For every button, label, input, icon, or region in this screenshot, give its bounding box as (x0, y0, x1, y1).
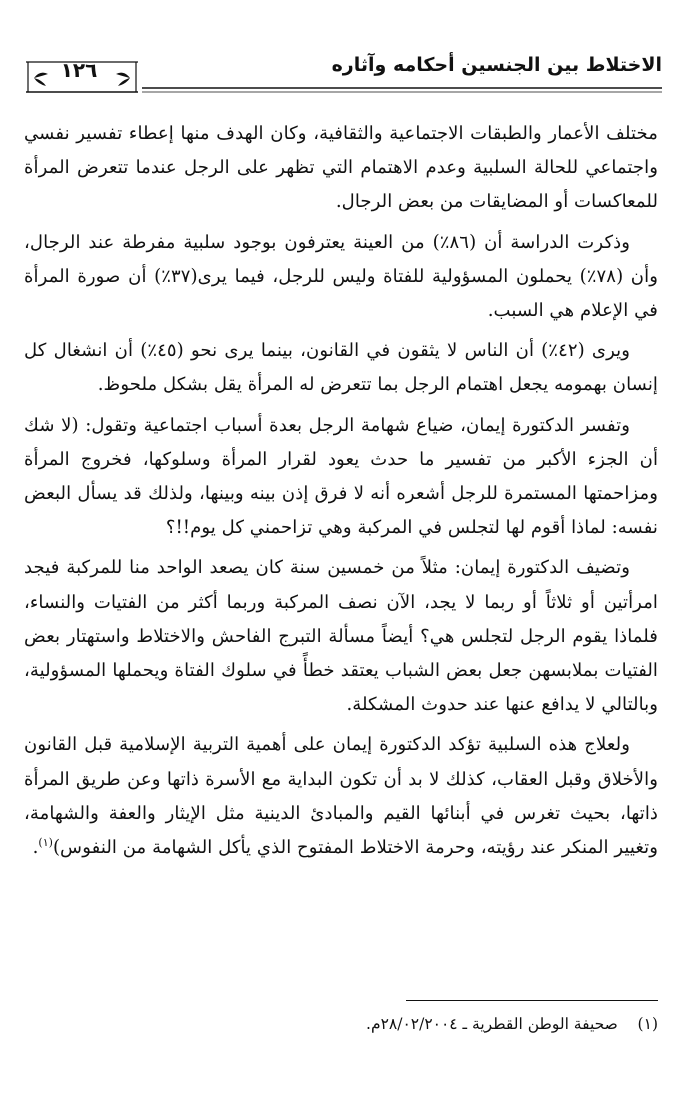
paragraph: مختلف الأعمار والطبقات الاجتماعية والثقافية، وكان الهدف منها إعطاء تفسير نفسي واجتماعي للحالة السلبية وعدم الاهتمام التي تظهر على الرجل عندما تتعرض المرأة للمعاكسات أو المضايقات من بعض الرجال. (24, 123, 658, 213)
footnote-text: صحيفة الوطن القطرية ـ ٢٨/٠٢/٢٠٠٤م. (366, 1015, 618, 1033)
page-number-box (20, 56, 138, 88)
paragraph-text: ولعلاج هذه السلبية تؤكد الدكتورة إيمان على أهمية التربية الإسلامية قبل القانون والأخلاق وقبل العقاب، كذلك لا بد أن تكون البداية مع الأسرة ذاتها وعن طريق المرأة ذاتها، بحيث تغرس في أبنائها القيم والمبادئ الدينية مثل الإيثار والعفة والشهامة، وتغيير المنكر عند رؤيته، وحرمة الاختلاط المفتوح الذي يأكل الشهامة من النفوس) (24, 734, 658, 859)
paragraph: وتضيف الدكتورة إيمان: مثلاً من خمسين سنة كان يصعد الواحد منا للمركبة فيجد امرأتين أو ثلاثاً أو ربما لا يجد، الآن نصف المركبة وربما أكثر من الفتيات والنساء، فلماذا يقوم الرجل لتجلس هي؟ أيضاً مسألة التبرج الفاحش والاختلاط واستهتار بعض الفتيات بملابسهن جعل بعض الشباب يعتقد خطأً في سلوك الفتاة ويحملها المسؤولية، وبالتالي لا يدافع عنها عند حدوث المشكلة. (24, 557, 658, 716)
body-text (24, 117, 658, 871)
paragraph: ويرى (٤٢٪) أن الناس لا يثقون في القانون، بينما يرى نحو (٤٥٪) أن انشغال كل إنسان بهمومه يجعل اهتمام الرجل بما تتعرض له المرأة يقل بشكل ملحوظ. (24, 340, 658, 396)
page-number: ١٢٦ (60, 58, 98, 82)
running-header (20, 48, 664, 98)
footnote-marker: (١) (637, 1015, 658, 1033)
paragraph-last (24, 728, 658, 865)
paragraph: وتفسر الدكتورة إيمان، ضياع شهامة الرجل بعدة أسباب اجتماعية وتقول: (لا شك أن الجزء الأكبر من تفسير ما حدث يعود لقرار المرأة وسلوكها، فخروج المرأة ومزاحمتها المستمرة للرجل أشعره أنه لا فرق إذن بينه وبينها، ولذلك قد يسأل البعض نفسه: لماذا أقوم لها لتجلس في المركبة وهي تزاحمني كل يوم!!؟ (24, 414, 658, 539)
paragraph: وذكرت الدراسة أن (٨٦٪) من العينة يعترفون بوجود سلبية مفرطة عند الرجال، وأن (٧٨٪) يحملون المسؤولية للفتاة وليس للرجل، فيما يرى(٣٧٪) أن صورة المرأة في الإعلام هي السبب. (24, 231, 658, 322)
footnote-divider (406, 1000, 658, 1001)
footnote (24, 1010, 658, 1038)
paragraph-tail: . (32, 837, 39, 859)
running-header-title: الاختلاط بين الجنسين أحكامه وآثاره (331, 54, 662, 76)
footnote-reference[interactable]: (١) (38, 836, 53, 849)
